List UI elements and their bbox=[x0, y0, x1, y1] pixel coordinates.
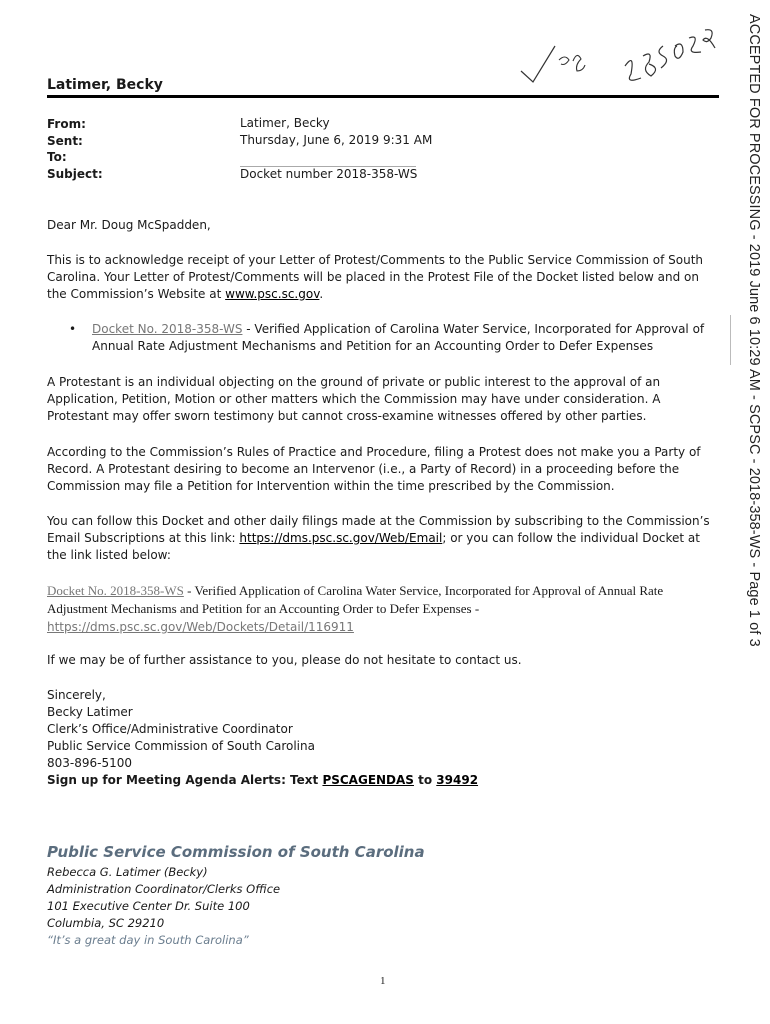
agenda-alert: Sign up for Meeting Agenda Alerts: Text PSCAGENDAS to 39492 bbox=[47, 773, 479, 787]
footer-city: Columbia, SC 29210 bbox=[47, 916, 165, 930]
footer-role: Administration Coordinator/Clerks Office bbox=[47, 882, 281, 896]
docket-detail-link[interactable]: Docket No. 2018-358-WS bbox=[47, 583, 184, 598]
signer-org: Public Service Commission of South Carolina bbox=[47, 739, 315, 753]
footer-street: 101 Executive Center Dr. Suite 100 bbox=[47, 899, 250, 913]
docket-detail: Docket No. 2018-358-WS - Verified Application of Carolina Water Service, Incorporated for Approval of Annual Rate Adjustment Mechanisms and Petition for an Accounting Order to Defer Expenses - https://dms.psc.sc.gov/Web/Dockets/Detail/116911 bbox=[47, 583, 664, 634]
footer-motto: “It’s a great day in South Carolina” bbox=[47, 933, 249, 947]
footer-org: Public Service Commission of South Carolina bbox=[47, 843, 425, 861]
paragraph-subscriptions: You can follow this Docket and other daily filings made at the Commission by subscribing to the Commission’s Email Subscriptions at this link: https://dms.psc.sc.gov/Web/Email; or you can follow the individual Docket at the link listed below: bbox=[47, 514, 710, 562]
paragraph-closing: If we may be of further assistance to you, please do not hesitate to contact us. bbox=[47, 653, 522, 667]
header-rule bbox=[47, 95, 719, 98]
subject-value: Docket number 2018-358-WS bbox=[240, 167, 418, 181]
paragraph-rules: According to the Commission’s Rules of Practice and Procedure, filing a Protest does not make you a Party of Record. A Protestant desiring to become an Intervenor (i.e., a Party of Record) in a proceeding before the Commission may file a Petition for Intervention within the time prescribed by the Commission. bbox=[47, 445, 701, 493]
subject-label: Subject: bbox=[47, 167, 103, 181]
greeting: Dear Mr. Doug McSpadden, bbox=[47, 218, 211, 232]
alert-number-link[interactable]: 39492 bbox=[436, 773, 479, 787]
signer-name: Becky Latimer bbox=[47, 705, 133, 719]
footer-name: Rebecca G. Latimer (Becky) bbox=[47, 865, 208, 879]
header-name: Latimer, Becky bbox=[47, 77, 163, 93]
paragraph-protestant-definition: A Protestant is an individual objecting on the ground of private or public interest to the approval of an Application, Petition, Motion or other matters which the Commission may have under consideration. A Protestant may offer sworn testimony but cannot cross-examine witnesses offered by other parties. bbox=[47, 375, 661, 423]
signature-block bbox=[47, 687, 478, 789]
closing: Sincerely, bbox=[47, 688, 106, 702]
signer-title: Clerk’s Office/Administrative Coordinator bbox=[47, 722, 293, 736]
handwriting-text: 285029 bbox=[625, 36, 629, 37]
handwritten-annotation bbox=[515, 16, 725, 91]
to-label: To: bbox=[47, 150, 67, 164]
from-label: From: bbox=[47, 117, 86, 131]
margin-line bbox=[730, 315, 731, 365]
alert-code-link[interactable]: PSCAGENDAS bbox=[322, 773, 414, 787]
email-subscription-link[interactable]: https://dms.psc.sc.gov/Web/Email bbox=[239, 531, 443, 545]
from-value: Latimer, Becky bbox=[240, 116, 330, 130]
docket-bullet-link[interactable]: Docket No. 2018-358-WS bbox=[92, 322, 243, 336]
paragraph-acknowledgement: This is to acknowledge receipt of your Letter of Protest/Comments to the Public Service Commission of South Carolina. Your Letter of Protest/Comments will be placed in the Protest File of the Docket listed below and on the Commission’s Website at www.psc.sc.gov. bbox=[47, 253, 704, 301]
footer-address bbox=[47, 864, 280, 949]
acceptance-stamp bbox=[740, 14, 762, 704]
sent-label: Sent: bbox=[47, 134, 83, 148]
psc-website-link[interactable]: www.psc.sc.gov bbox=[225, 287, 320, 301]
docket-url-link[interactable]: https://dms.psc.sc.gov/Web/Dockets/Detail/116911 bbox=[47, 620, 354, 634]
signer-phone: 803-896-5100 bbox=[47, 756, 133, 770]
sent-value: Thursday, June 6, 2019 9:31 AM bbox=[240, 133, 433, 147]
bullet-dot: • bbox=[69, 322, 77, 336]
acceptance-stamp-text: ACCEPTED FOR PROCESSING - 2019 June 6 10:29 AM - SCPSC - 2018-358-WS - Page 1 of 3 bbox=[746, 14, 762, 647]
page-number: 1 bbox=[380, 975, 386, 987]
